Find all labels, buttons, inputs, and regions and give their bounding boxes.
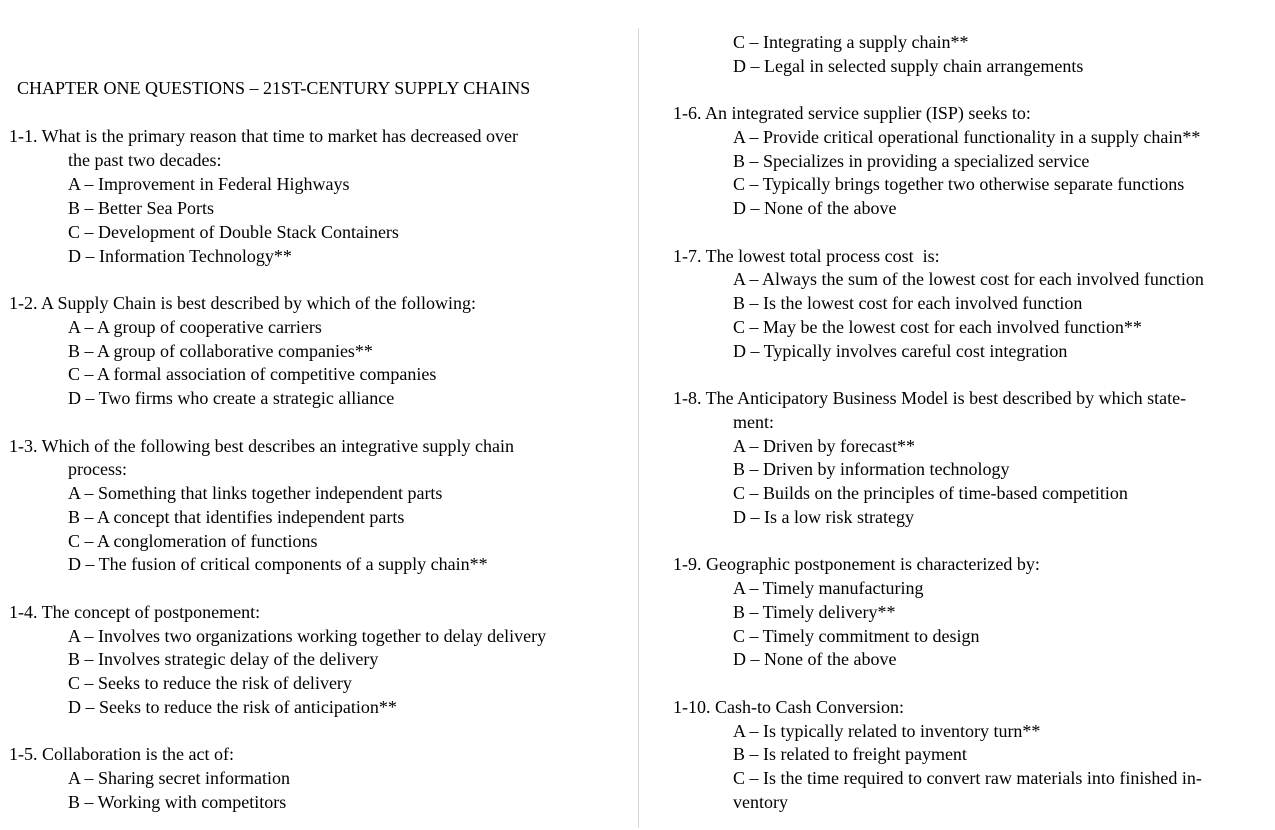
question-4-option-a: A – Involves two organizations working together to delay delivery [68, 626, 547, 646]
question-6-option-c: C – Typically brings together two otherwise separate functions [733, 174, 1185, 194]
question-1-option-a: A – Improvement in Federal Highways [68, 174, 350, 194]
page-title: CHAPTER ONE QUESTIONS – 21ST-CENTURY SUPPLY CHAINS [17, 78, 531, 98]
question-10-option-c: C – Is the time required to convert raw materials into finished in- [733, 768, 1202, 788]
question-1-option-d: D – Information Technology** [68, 246, 292, 266]
question-7-option-c: C – May be the lowest cost for each involved function** [733, 317, 1142, 337]
question-2-option-c: C – A formal association of competitive companies [68, 364, 437, 384]
question-7-option-b: B – Is the lowest cost for each involved function [733, 293, 1083, 313]
question-5-option-d: D – Legal in selected supply chain arrangements [733, 56, 1084, 76]
question-4-option-c: C – Seeks to reduce the risk of delivery [68, 673, 352, 693]
question-2-option-a: A – A group of cooperative carriers [68, 317, 322, 337]
question-1-option-c: C – Development of Double Stack Containers [68, 222, 399, 242]
question-10-stem: 1-10. Cash-to Cash Conversion: [673, 697, 904, 717]
question-3-stem-cont: process: [68, 459, 127, 479]
question-1-option-b: B – Better Sea Ports [68, 198, 214, 218]
question-4-stem: 1-4. The concept of postponement: [9, 602, 261, 622]
question-7-option-d: D – Typically involves careful cost integration [733, 341, 1068, 361]
question-7-stem: 1-7. The lowest total process cost is: [673, 246, 940, 266]
question-1-stem-cont: the past two decades: [68, 150, 222, 170]
question-9-option-b: B – Timely delivery** [733, 602, 896, 622]
question-8-option-c: C – Builds on the principles of time-based competition [733, 483, 1128, 503]
question-5-stem: 1-5. Collaboration is the act of: [9, 744, 234, 764]
question-6-option-d: D – None of the above [733, 198, 897, 218]
question-2-stem: 1-2. A Supply Chain is best described by which of the following: [9, 293, 476, 313]
question-10-option-a: A – Is typically related to inventory turn** [733, 721, 1041, 741]
question-9-option-d: D – None of the above [733, 649, 897, 669]
question-5-option-c: C – Integrating a supply chain** [733, 32, 969, 52]
question-8-stem: 1-8. The Anticipatory Business Model is best described by which state- [673, 388, 1187, 408]
question-9-stem: 1-9. Geographic postponement is characterized by: [673, 554, 1040, 574]
column-divider [638, 28, 639, 828]
question-7-option-a: A – Always the sum of the lowest cost for each involved function [733, 269, 1204, 289]
question-9-option-c: C – Timely commitment to design [733, 626, 980, 646]
question-6-stem: 1-6. An integrated service supplier (ISP) seeks to: [673, 103, 1031, 123]
question-3-option-c: C – A conglomeration of functions [68, 531, 318, 551]
question-8-option-d: D – Is a low risk strategy [733, 507, 914, 527]
question-5-option-b: B – Working with competitors [68, 792, 287, 812]
question-6-option-b: B – Specializes in providing a specialized service [733, 151, 1090, 171]
question-3-option-d: D – The fusion of critical components of a supply chain** [68, 554, 488, 574]
question-4-option-d: D – Seeks to reduce the risk of anticipation** [68, 697, 397, 717]
question-6-option-a: A – Provide critical operational functionality in a supply chain** [733, 127, 1201, 147]
question-3-option-b: B – A concept that identifies independent parts [68, 507, 405, 527]
question-8-option-a: A – Driven by forecast** [733, 436, 915, 456]
question-9-option-a: A – Timely manufacturing [733, 578, 924, 598]
question-3-stem: 1-3. Which of the following best describes an integrative supply chain [9, 436, 515, 456]
question-10-option-b: B – Is related to freight payment [733, 744, 967, 764]
question-4-option-b: B – Involves strategic delay of the delivery [68, 649, 379, 669]
question-3-option-a: A – Something that links together independent parts [68, 483, 443, 503]
question-2-option-b: B – A group of collaborative companies** [68, 341, 373, 361]
question-1-stem: 1-1. What is the primary reason that time to market has decreased over [9, 126, 518, 146]
question-5-option-a: A – Sharing secret information [68, 768, 290, 788]
question-10-option-c-cont: ventory [733, 792, 788, 812]
question-8-stem-cont: ment: [733, 412, 774, 432]
question-8-option-b: B – Driven by information technology [733, 459, 1010, 479]
question-2-option-d: D – Two firms who create a strategic alliance [68, 388, 395, 408]
